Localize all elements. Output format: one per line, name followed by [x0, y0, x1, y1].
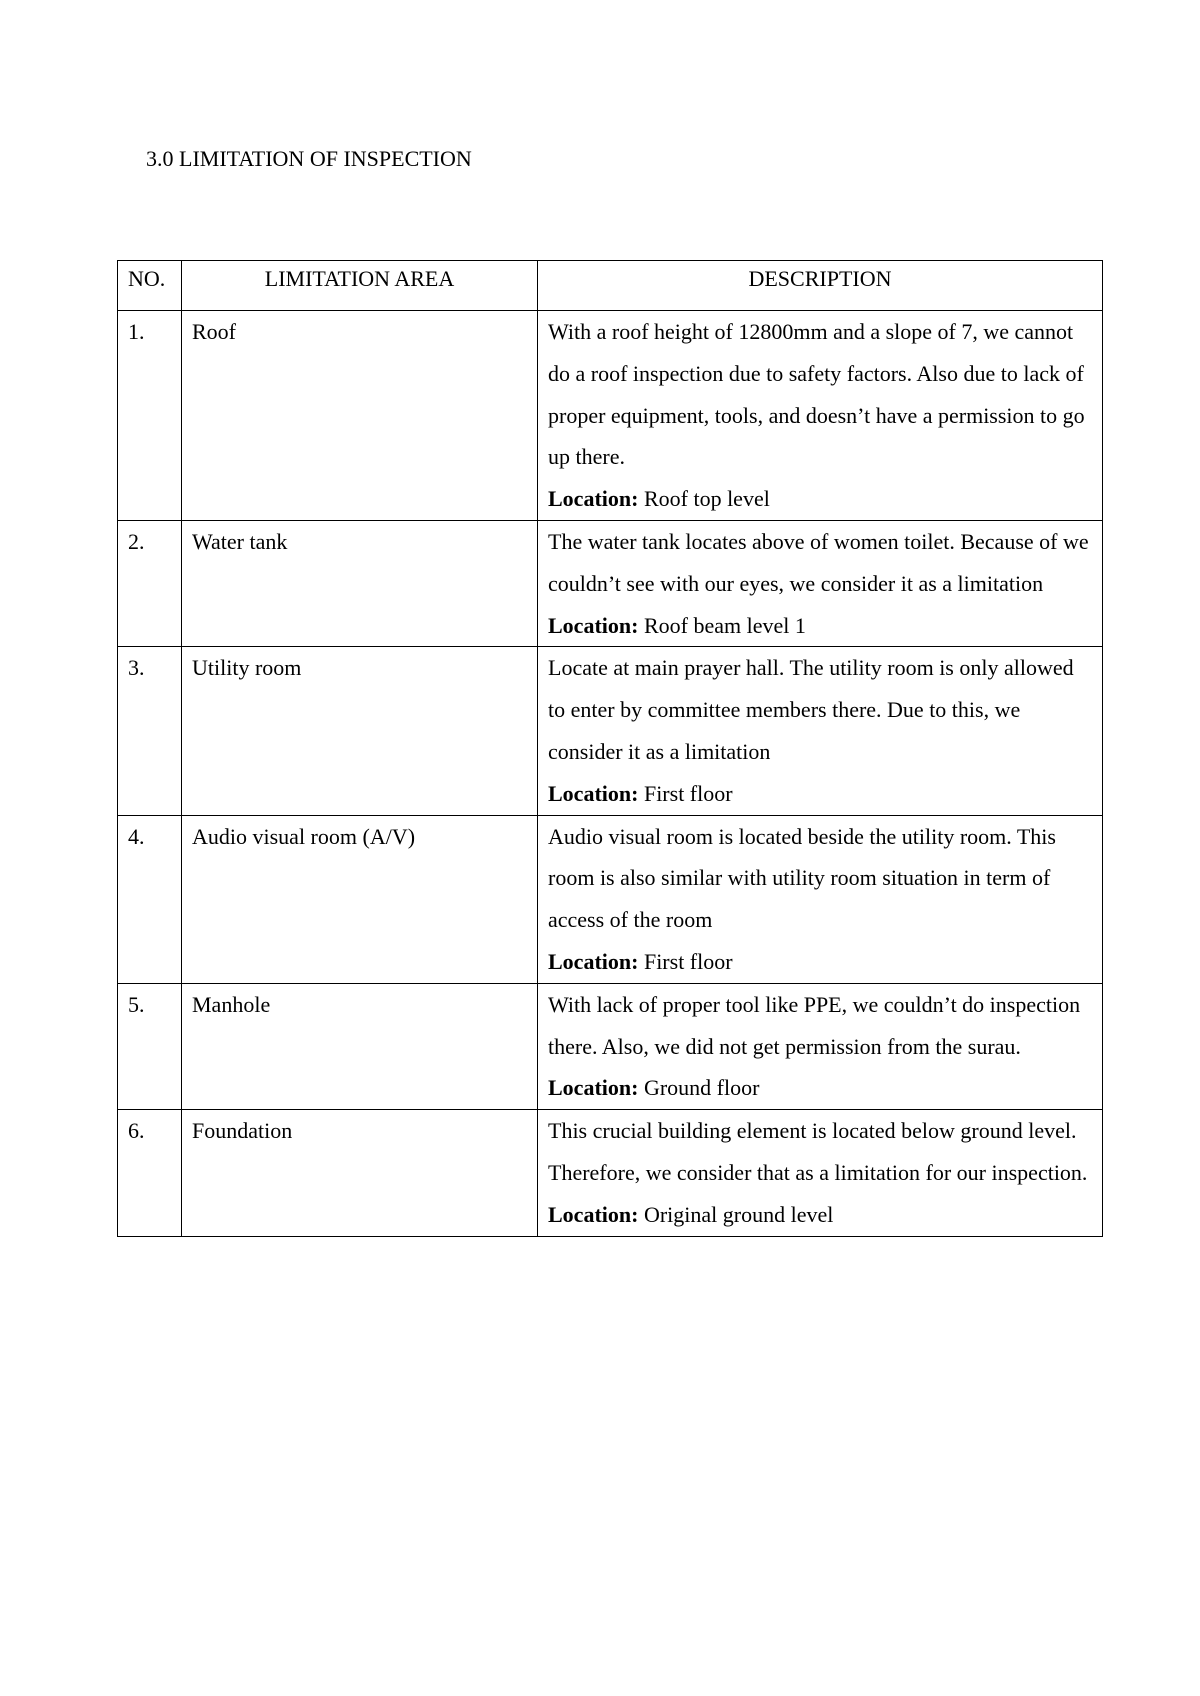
table-header-row: [118, 261, 1103, 311]
location-label: Location:: [548, 1075, 639, 1101]
location-value: First floor: [643, 780, 733, 806]
description-cell: [538, 815, 1103, 983]
description-cell: [538, 520, 1103, 646]
row-number: 3.: [118, 647, 182, 815]
location-line: [548, 941, 1094, 983]
location-line: [548, 605, 1094, 647]
limitation-area: Water tank: [182, 520, 538, 646]
description-text: This crucial building element is located below ground level. Therefore, we consider that as a limitation for our inspection.: [548, 1118, 1088, 1185]
row-number: 1.: [118, 311, 182, 521]
description-text: With lack of proper tool like PPE, we couldn’t do inspection there. Also, we did not get permission from the surau.: [548, 991, 1081, 1059]
location-label: Location:: [548, 948, 639, 974]
location-line: [548, 478, 1094, 520]
table-row: [118, 520, 1103, 646]
table-row: [118, 1110, 1103, 1236]
limitation-area: Foundation: [182, 1110, 538, 1236]
location-value: Roof top level: [643, 486, 770, 512]
location-line: [548, 1067, 1094, 1109]
location-value: First floor: [643, 948, 733, 974]
row-number: 4.: [118, 815, 182, 983]
table-row: [118, 647, 1103, 815]
limitation-area: Manhole: [182, 983, 538, 1109]
limitation-table: [117, 260, 1103, 1237]
table-row: [118, 815, 1103, 983]
description-text: The water tank locates above of women toilet. Because of we couldn’t see with our eyes, we consider it as a limitation: [548, 528, 1089, 596]
location-line: [548, 1194, 1094, 1236]
location-label: Location:: [548, 612, 639, 638]
location-label: Location:: [548, 780, 639, 806]
table-row: [118, 311, 1103, 521]
location-value: Roof beam level 1: [643, 612, 806, 638]
limitation-area: Utility room: [182, 647, 538, 815]
header-description: DESCRIPTION: [538, 261, 1103, 311]
location-value: Ground floor: [643, 1075, 760, 1101]
description-cell: [538, 311, 1103, 521]
table-row: [118, 983, 1103, 1109]
description-cell: [538, 647, 1103, 815]
location-label: Location:: [548, 486, 639, 512]
row-number: 2.: [118, 520, 182, 646]
description-cell: [538, 983, 1103, 1109]
description-cell: [538, 1110, 1103, 1236]
description-text: With a roof height of 12800mm and a slope of 7, we cannot do a roof inspection due to safety factors. Also due to lack of proper equipment, tools, and doesn’t have a permission to go up there.: [548, 319, 1085, 470]
limitation-area: Audio visual room (A/V): [182, 815, 538, 983]
location-value: Original ground level: [643, 1201, 834, 1227]
limitation-area: Roof: [182, 311, 538, 521]
location-line: [548, 773, 1094, 815]
row-number: 5.: [118, 983, 182, 1109]
page-title: 3.0 LIMITATION OF INSPECTION: [146, 146, 472, 171]
location-label: Location:: [548, 1201, 639, 1227]
description-text: Audio visual room is located beside the utility room. This room is also similar with utility room situation in term of access of the room: [548, 823, 1056, 933]
row-number: 6.: [118, 1110, 182, 1236]
header-limitation-area: LIMITATION AREA: [182, 261, 538, 311]
header-no: NO.: [118, 261, 182, 311]
description-text: Locate at main prayer hall. The utility room is only allowed to enter by committee members there. Due to this, we consider it as a limitation: [548, 655, 1074, 764]
